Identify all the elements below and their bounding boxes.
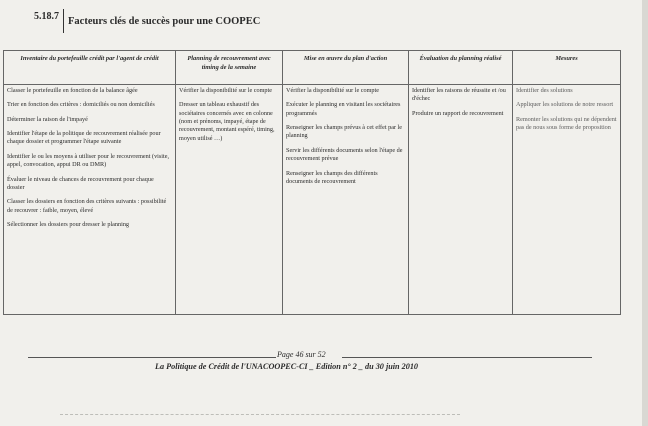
list-item: Trier en fonction des critères : domiciliés ou non domiciliés: [7, 101, 155, 109]
cell-evaluation: [409, 85, 513, 315]
header-implementation: Mise en œuvre du plan d'action: [283, 51, 409, 85]
cell-implementation: [283, 85, 409, 315]
list-item: Identifier des solutions: [516, 87, 573, 94]
section-number: 5.18.7: [34, 9, 64, 33]
cell-measures: [513, 85, 621, 315]
header-measures: Mesures: [513, 51, 621, 85]
list-item: Sélectionner les dossiers pour dresser le planning: [7, 220, 130, 228]
list-item: Identifier le ou les moyens à utiliser pour le recouvrement (visite, appel, convocation, appui DR ou DMR): [7, 152, 170, 169]
list-item: Renseigner les champs des différents documents de recouvrement: [286, 169, 378, 185]
section-title: Facteurs clés de succès pour une COOPEC: [68, 15, 261, 27]
header-planning: Planning de recouvrement avec timing de la semaine: [176, 51, 283, 85]
document-footer: La Politique de Crédit de l'UNACOOPEC-CI _ Edition n° 2 _ du 30 juin 2010: [155, 362, 419, 371]
success-factors-table: [3, 50, 621, 315]
table-header-row: [4, 51, 621, 85]
page-number: Page 46 sur 52: [277, 350, 326, 359]
footer-rule-right: [342, 357, 592, 358]
list-item: Remonter les solutions qui ne dépendent pas de nous sous forme de proposition: [516, 115, 617, 132]
footer-rule-left: [28, 357, 276, 358]
list-item: Classer le portefeuille en fonction de la balance âgée: [7, 87, 138, 94]
cell-planning: [176, 85, 283, 315]
list-item: Évaluer le niveau de chances de recouvrement pour chaque dossier: [7, 175, 154, 191]
table-row: [4, 85, 621, 315]
bottom-edge-rule: [60, 414, 460, 416]
section-heading: [34, 8, 260, 34]
list-item: Identifier les raisons de réussite et /ou d'échec: [412, 87, 506, 103]
list-item: Classer les dossiers en fonction des critères suivants : possibilité de recouvrer : faible, moyen, élevé: [7, 198, 167, 214]
list-item: Vérifier la disponibilité sur le compte: [179, 87, 272, 94]
list-item: Renseigner les champs prévus à cet effet par le planning: [286, 124, 403, 140]
list-item: Exécuter le planning en visitant les sociétaires programmés: [286, 101, 401, 117]
list-item: Identifier l'étape de la politique de recouvrement réalisée pour chaque dossier et programmer l'étape suivante: [7, 130, 161, 146]
header-inventory: Inventaire du portefeuille crédit par l'agent de crédit: [4, 51, 176, 85]
list-item: Dresser un tableau exhaustif des sociétaires concernés avec en colonne (nom et prénoms, impayé, étape de recouvrement, montant espéré, timing, moyen utilisé …): [179, 101, 275, 142]
list-item: Déterminer la raison de l'impayé: [7, 115, 88, 123]
list-item: Servir les différents documents selon l'étape de recouvrement prévue: [286, 146, 403, 163]
page-edge: [642, 0, 648, 426]
list-item: Appliquer les solutions de notre ressort: [516, 101, 614, 109]
list-item: Vérifier la disponibilité sur le compte: [286, 87, 379, 94]
list-item: Produire un rapport de recouvrement: [412, 109, 504, 117]
cell-inventory: [4, 85, 176, 315]
header-evaluation: Évaluation du planning réalisé: [409, 51, 513, 85]
